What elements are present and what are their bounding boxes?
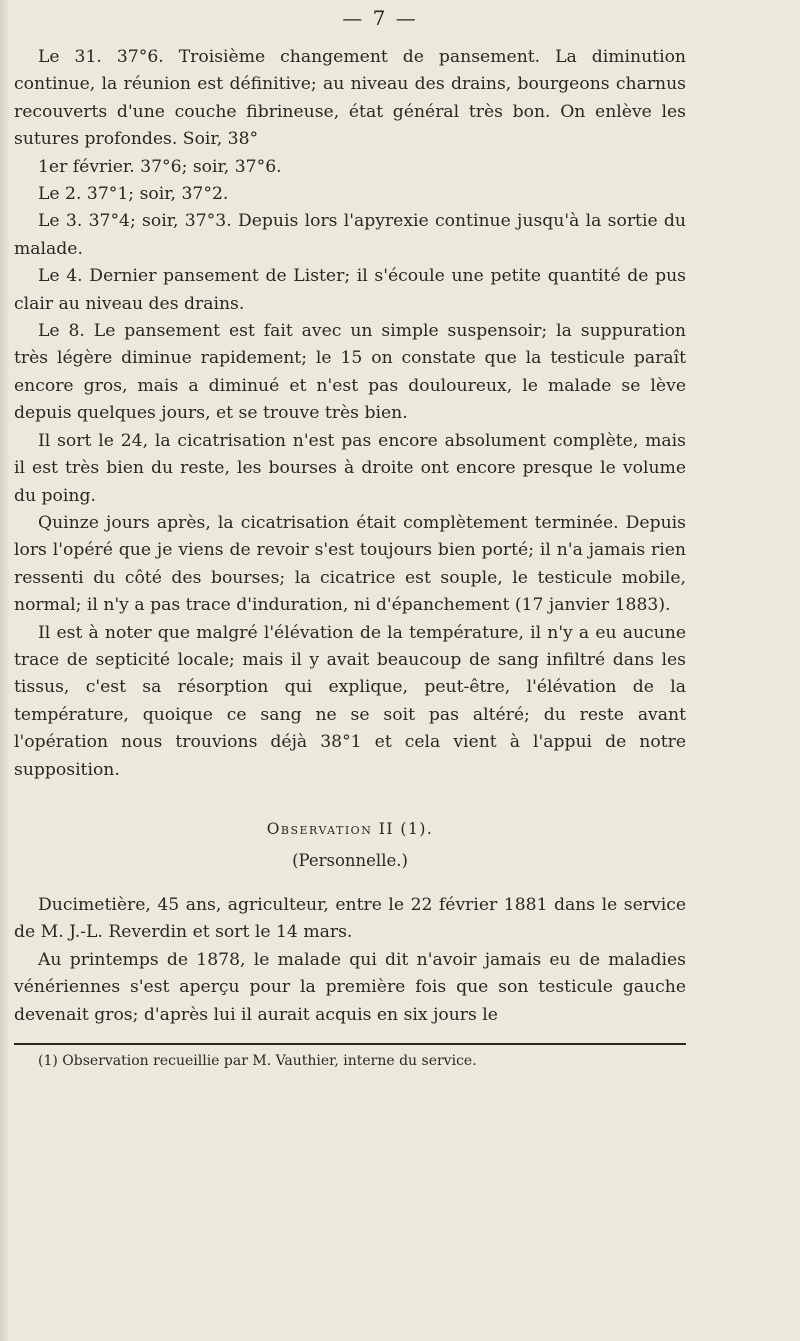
paragraph-3: Le 2. 37°1; soir, 37°2. <box>38 184 229 205</box>
paragraph-2: 1er février. 37°6; soir, 37°6. <box>38 156 282 177</box>
paragraph-6: Le 8. Le pansement est fait avec un simple suspensoir; la suppuration très légère diminue rapidement; le 15 on constate que la testicule paraît encore gros, mais a diminué et n'est pas douloureux, le malade se lève depuis quelques jours, et se trouve très bien. <box>14 321 686 424</box>
paragraph-11: Au printemps de 1878, le malade qui dit n'avoir jamais eu de maladies vénériennes s'est aperçu pour la première fois que son testicule gauche devenait gros; d'après lui il aurait acquis en six jours le <box>14 949 686 1025</box>
footnote: (1) Observation recueillie par M. Vauthier, interne du service. <box>38 1053 477 1069</box>
document-page <box>14 6 686 1071</box>
paragraph-9: Il est à noter que malgré l'élévation de la température, il n'y a eu aucune trace de septicité locale; mais il y avait beaucoup de sang infiltré dans les tissus, c'est sa résorption qui explique, peut-être, l'élévation de la température, quoique ce sang ne se soit pas altéré; du reste avant l'opération nous trouvions déjà 38°1 et cela vient à l'appui de notre supposition. <box>14 622 686 780</box>
paragraph-4: Le 3. 37°4; soir, 37°3. Depuis lors l'apyrexie continue jusqu'à la sortie du malade. <box>14 211 686 259</box>
body-text-section-1 <box>14 44 686 784</box>
paragraph-8: Quinze jours après, la cicatrisation était complètement terminée. Depuis lors l'opéré que je viens de revoir s'est toujours bien porté; il n'a jamais rien ressenti du côté des bourses; la cicatrice est souple, le testicule mobile, normal; il n'y a pas trace d'induration, ni d'épanchement (17 janvier 1883). <box>14 512 686 616</box>
footnote-rule <box>14 1043 686 1045</box>
observation-subtitle: (Personnelle.) <box>292 850 408 870</box>
paragraph-5: Le 4. Dernier pansement de Lister; il s'écoule une petite quantité de pus clair au niveau des drains. <box>14 266 686 314</box>
body-text-section-2 <box>14 892 686 1029</box>
paragraph-10: Ducimetière, 45 ans, agriculteur, entre le 22 février 1881 dans le service de M. J.-L. Reverdin et sort le 14 mars. <box>14 894 686 943</box>
paragraph-1: Le 31. 37°6. Troisième changement de pansement. La diminution continue, la réunion est définitive; au niveau des drains, bourgeons charnus recouverts d'une couche fibrineuse, état général très bon. On enlève les sutures profondes. Soir, 38° <box>14 47 686 150</box>
observation-title: Observation II (1). <box>266 819 434 838</box>
page-number: — 7 — <box>342 6 418 30</box>
page-gutter-shadow <box>0 0 10 1341</box>
paragraph-7: Il sort le 24, la cicatrisation n'est pas encore absolument complète, mais il est très bien du reste, les bourses à droite ont encore presque le volume du poing. <box>14 430 686 506</box>
